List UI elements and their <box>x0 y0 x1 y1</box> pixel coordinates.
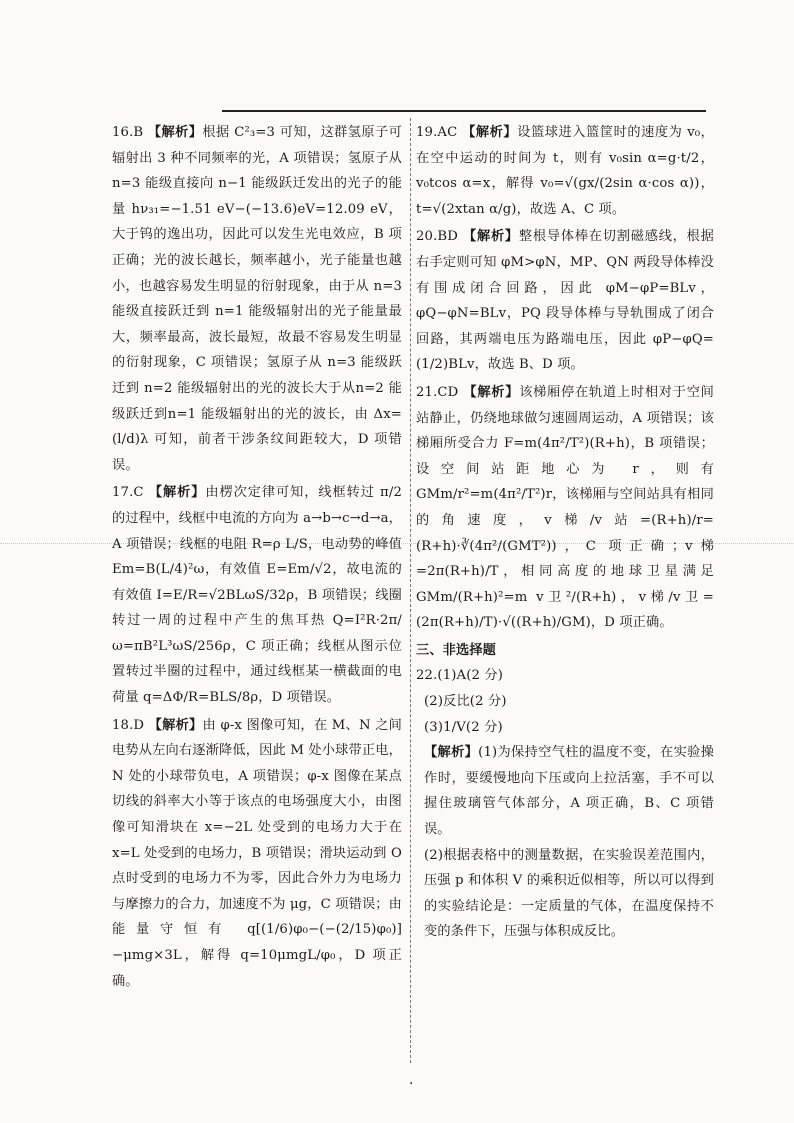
analysis-tag: 【解析】 <box>462 125 518 140</box>
analysis-tag: 【解析】 <box>463 384 520 400</box>
right-column <box>416 120 714 945</box>
q22-answer-2: (2)反比(2 分) <box>424 694 507 710</box>
question-body: 根据 C²₃=3 可知，这群氢原子可辐射出 3 种不同频率的光，A 项错误；氢原子从n=3 能级直接向 n−1 能级跃迁发出的光子的能量 hν₃₁=−1.51 eV−(−13.6)eV=12.09 eV，大于钨的逸出功，因此可以发生光电效应，B 项正确；光的波长越长，频率越小，光子能量也越小，也越容易发生明显的衍射现象，由于从 n=3 能级直接跃迁到 n=1 能级辐射出的光子能量最大，频率最高，波长最短，故最不容易发生明显的衍射现象，C 项错误；氢原子从 n=3 能级跃迁到 n=2 能级辐射出的光的波长大于从n=2 能级跃迁到n=1 能级辐射出的光的波长，由 Δx=(l/d)λ 可知，前者干涉条纹间距较大，D 项错误。 <box>112 125 402 473</box>
question-number: 18.D <box>112 717 145 733</box>
question-body: 整根导体棒在切割磁感线，根据右手定则可知 φM>φN，MP、QN 两段导体棒没有围成闭合回路，因此 φM−φP=BLv，φQ−φN=BLv，PQ 段导体棒与导轨围成了闭合回路，其两端电压为路端电压，因此 φP−φQ=(1/2)BLv，故选 B、D 项。 <box>416 229 714 373</box>
q22-answer-3: (3)1/V(2 分) <box>424 719 503 735</box>
column-divider <box>410 118 411 1063</box>
q22-analysis-part-2: (2)根据表格中的测量数据，在实验误差范围内，压强 p 和体积 V 的乘积近似相等，所以可以得到的实验结论是：一定质量的气体，在温度保持不变的条件下，压强与体积成反比。 <box>424 847 714 940</box>
q22-analysis <box>416 740 714 842</box>
question-21 <box>416 380 714 636</box>
question-number: 17.C <box>112 485 144 501</box>
q22-analysis-part-1: (1)为保持空气柱的温度不变，在实验操作时，要缓慢地向下压或向上拉活塞，手不可以握住玻璃管气体部分，A 项正确，B、C 项错误。 <box>424 745 714 838</box>
question-number: 20.BD <box>416 229 458 245</box>
question-body: 由 φ-x 图像可知，在 M、N 之间电势从左向右逐渐降低，因此 M 处小球带正电，N 处的小球带负电，A 项错误；φ-x 图像在某点切线的斜率大小等于该点的电场强度大小，由图像可知滑块在 x=−2L 处受到的电场力大于在 x=L 处受到的电场力，B 项错误；滑块运动到 O 点时受到的电场力不为零，因此合外力为电场力与摩擦力的合力，加速度不为 μg，C 项错误；由能量守恒有 q[(1/6)φ₀−(−(2/15)φ₀)]−μmg×3L，解得 q=10μmgL/φ₀，D 项正确。 <box>112 717 402 989</box>
question-18 <box>112 713 402 995</box>
analysis-tag: 【解析】 <box>148 717 203 733</box>
header-rule <box>222 110 706 112</box>
question-number: 21.CD <box>416 384 459 400</box>
page-mark: · <box>409 1076 414 1092</box>
question-body: 由楞次定律可知，线框转过 π/2 的过程中，线框中电流的方向为 a→b→c→d→a，A 项错误；线框的电阻 R=ρ L/S，电动势的峰值 Em=B(L/4)²ω，有效值 E=Em/√2，故电流的有效值 I=E/R=√2BLωS/32ρ，B 项错误；线圈转过一周的过程中产生的焦耳热 Q=I²R·2π/ω=πB²L³ωS/256ρ，C 项正确；线框从图示位置转过半圈的过程中，通过线框某一横截面的电荷量 q=ΔΦ/R=BLS/8ρ，D 项错误。 <box>112 485 402 706</box>
question-body: 该梯厢停在轨道上时相对于空间站静止，仍绕地球做匀速圆周运动，A 项错误；该梯厢所受合力 F=m(4π²/T²)(R+h)，B 项错误；设空间站距地心为 r，则有 GMm/r²=m(4π²/T²)r，该梯厢与空间站具有相同的角速度，v梯/v站=(R+h)/r=(R+h)·∛(4π²/(GMT²))，C 项正确；v梯=2π(R+h)/T，相同高度的地球卫星满足 GMm/(R+h)²=m v卫²/(R+h)，v梯/v卫=(2π(R+h)/T)·√((R+h)/GM)，D 项正确。 <box>416 384 714 631</box>
analysis-tag: 【解析】 <box>424 745 479 761</box>
analysis-tag: 【解析】 <box>147 125 203 140</box>
question-17 <box>112 480 402 710</box>
analysis-tag: 【解析】 <box>148 485 206 501</box>
q22-answer-1: 22.(1)A(2 分) <box>416 668 504 684</box>
question-19 <box>416 120 714 222</box>
question-16 <box>112 120 402 478</box>
left-column <box>112 120 402 996</box>
question-number: 19.AC <box>416 125 458 140</box>
analysis-tag: 【解析】 <box>462 229 519 245</box>
question-number: 16.B <box>112 125 144 140</box>
question-body: 设篮球进入篮筐时的速度为 v₀，在空中运动的时间为 t，则有 v₀sin α=g·t/2，v₀tcos α=x，解得 v₀=√(gx/(2sin α·cos α))，t=√(2xtan α/g)，故选 A、C 项。 <box>416 125 715 217</box>
section-title: 三、非选择题 <box>416 642 497 658</box>
question-20 <box>416 224 714 378</box>
